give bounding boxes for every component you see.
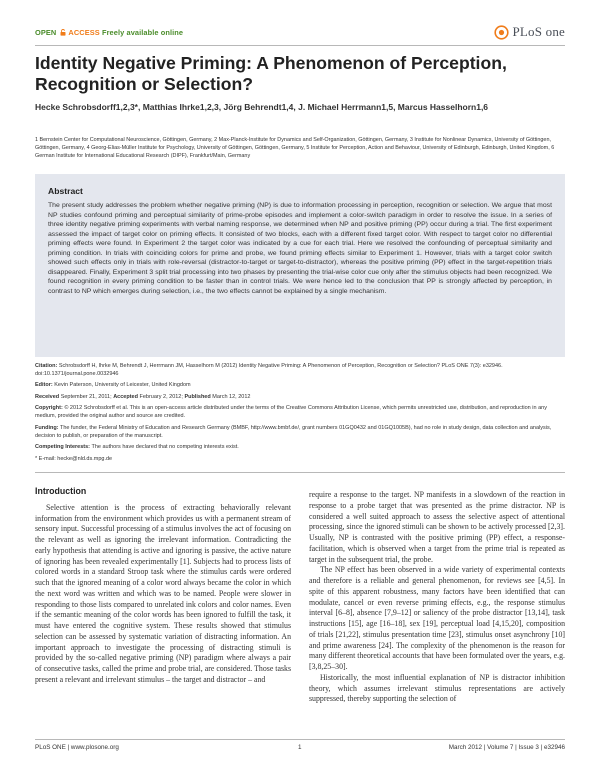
- article-metadata: [35, 363, 565, 467]
- intro-paragraph-1: Selective attention is the process of extracting behaviorally relevant information from the environment which provides us with a permanent stream of sensory input. Successful processing of a stimulus involves the act of focusing on the relevant as well as ignoring the irrelevant information. Contradicting the early hypothesis that attending is active and ignoring is passive, the active nature of ignoring has been revealed experimentally [1]. Subjects had to process lists of colored words in a standard Stroop task where the stimulus cards were ordered such that the ignored meaning of a color word always became the color in which the next word was written and which was to be named. People were slower in responding to those lists compared to unrelated ink colors and color names. Even if the semantic meaning of the color words has been ignored to fulfill the task, it must have entered the cognitive system. These results showed that stimulus selection can be assessed by systematic variation of distracting information. An important approach to investigate the processing of distracting stimuli is provided by the so-called negative priming (NP) paradigm where always a pair of consecutive tasks, called the prime and probe trial, are considered. Those tasks present a relevant and irrelevant stimulus – the target and distractor – and: [35, 502, 291, 684]
- page-footer: [35, 744, 565, 756]
- journal-brand: PLoS one: [512, 24, 565, 39]
- journal-header: [35, 22, 565, 44]
- left-column: [35, 486, 291, 686]
- header-divider: [35, 45, 565, 46]
- competing-text: The authors have declared that no competing interests exist.: [91, 444, 239, 451]
- funding-label: Funding:: [35, 424, 59, 431]
- copyright-label: Copyright:: [35, 405, 63, 412]
- metadata-divider: [35, 472, 565, 473]
- article-title: Identity Negative Priming: A Phenomenon of Perception, Recognition or Selection?: [35, 53, 507, 94]
- received-date: September 21, 2011;: [60, 393, 112, 400]
- citation: [35, 363, 565, 379]
- citation-text: Schrobsdorff H, Ihrke M, Behrendt J, Herrmann JM, Hasselhorn M (2012) Identity Negative Priming: A Phenomenon of Perception, Recognition or Selection? PLoS ONE 7(3): e32946. doi:10.1371/journal.pone.0032946: [35, 363, 503, 377]
- copyright-text: © 2012 Schrobsdorff et al. This is an open-access article distributed under the terms of the Creative Commons Attribution License, which permits unrestricted use, distribution, and reproduction in any medium, provided the original author and source are credited.: [35, 405, 547, 420]
- competing-interests: [35, 444, 565, 452]
- published-date: March 12, 2012: [212, 393, 251, 400]
- accepted-date: February 2, 2012;: [139, 393, 183, 400]
- published-label: Published: [184, 393, 211, 400]
- open-label: OPEN: [35, 28, 57, 37]
- journal-logo: [494, 22, 565, 42]
- right-column: [309, 490, 565, 705]
- plos-logo-icon: [494, 25, 509, 40]
- received-label: Received: [35, 393, 60, 400]
- competing-label: Competing Interests:: [35, 444, 91, 451]
- abstract-text: The present study addresses the problem whether negative priming (NP) is due to information processing in perception, recognition or selection. We argue that most NP studies confound priming and perceptual similarity of prime-probe episodes and implement a color-switch paradigm in order to resolve the issue. In a series of three identity negative priming experiments with verbal naming response, we determined when NP and positive priming (PP) occur during a trial. The first experiment assessed the impact of target color on priming effects. It consisted of two blocks, each with a different fixed target color. With respect to target color no differential priming effects were found. In Experiment 2 the target color was indicated by a cue for each trial. Here we resolved the confounding of perceptual similarity and priming condition. In trials with coinciding colors for prime and probe, we found priming effects similar to Experiment 1. However, trials with a target color switch showed such effects only in trials with role-reversal (distractor-to-target or target-to-distractor), whereas the positive priming (PP) effect in the target-repetition trials disappeared. Finally, Experiment 3 split trial processing into two phases by presenting the trial-wise color cue only after the stimulus objects had been recognized. We found recognition in every priming condition to be faster than in control trials. We were hence led to the conclusion that PP is strongly affected by perception, in contrast to NP which emerges during selection, i.e., the two effects cannot be explained by a single mechanism.: [48, 202, 552, 295]
- abstract-heading: Abstract: [48, 186, 83, 196]
- open-access-label: [35, 28, 183, 37]
- open-lock-icon: [60, 29, 66, 36]
- funding: [35, 425, 565, 441]
- abstract-box: [35, 174, 565, 357]
- footer-divider: [35, 739, 565, 740]
- page-number: 1: [298, 744, 302, 751]
- intro-paragraph-3: Historically, the most influential explanation of NP is distractor inhibition theory, which assumes irrelevant stimulus representations are actively suppressed, thereby supporting the selection of: [309, 672, 565, 704]
- funding-text: The funder, the Federal Ministry of Education and Research Germany (BMBF, http://www.bmbf.de/, grant numbers 01GQ0432 and 01GQ1005B), had no role in study design, data collection and analysis, decision to publish, or preparation of the manuscript.: [35, 424, 552, 439]
- editor-label: Editor:: [35, 382, 53, 389]
- introduction-heading: Introduction: [35, 486, 87, 496]
- author-list: Hecke Schrobsdorff1,2,3*, Matthias Ihrke1,2,3, Jörg Behrendt1,4, J. Michael Herrmann1,5, Marcus Hasselhorn1,6: [35, 102, 489, 112]
- intro-paragraph-2: The NP effect has been observed in a wide variety of experimental contexts and therefore is a reliable and general phenomenon, for reviews see [4,5]. In spite of this apparent robustness, many factors have been identified that can modulate, cancel or even reverse priming effects, e.g., the response stimulus interval [6–8], absence [7,9–12] or saliency of the probe distractor [13,14], task instructions [15], age [16–18], sex [19], perceptual load [4,15,20], composition of trials [21,22], stimulus presentation time [23], stimulus onset asynchrony [10] and prime awareness [24]. The complexity of the phenomenon is the reason for many different theoretical accounts that have been formulated over the years, e.g. [3,8,25–30].: [309, 565, 565, 671]
- dates: [35, 394, 565, 402]
- affiliations: 1 Bernstein Center for Computational Neuroscience, Göttingen, Germany, 2 Max-Planck-Institute for Dynamics and Self-Organization, Göttingen, Germany, 3 Institute for Nonlinear Dynamics, University of Göttingen, Göttingen, Germany, 4 Georg-Elias-Müller Institute for Psychology, University of Göttingen, Göttingen, Germany, 5 Institute for Perception, Action and Behaviour, University of Edinburgh, Edinburgh, United Kingdom, 6 German Institute for International Educational Research (DIPF), Frankfurt/Main, Germany: [35, 137, 555, 160]
- footer-issue: March 2012 | Volume 7 | Issue 3 | e32946: [448, 744, 565, 751]
- editor-text: Kevin Paterson, University of Leicester, United Kingdom: [54, 382, 191, 389]
- email: * E-mail: hecke@nld.ds.mpg.de: [35, 455, 113, 462]
- editor: [35, 382, 565, 390]
- citation-label: Citation:: [35, 363, 58, 369]
- copyright: [35, 405, 565, 421]
- intro-paragraph-continued: require a response to the target. NP manifests in a slowdown of the reaction in response to a probe target that was presented as the prime distractor. NP is considered a well suited approach to assess the selective aspect of attentional processing, since the ignored stimuli can be shown to be actively processed [2,3]. Usually, NP is contrasted with the positive priming (PP) effect, a response-facilitation, which is observed when a target from the prime trial is repeated as target in the subsequent trial, the probe.: [309, 490, 565, 564]
- freely-available-label: Freely available online: [101, 28, 184, 37]
- access-label: ACCESS: [68, 28, 100, 37]
- footer-journal: PLoS ONE | www.plosone.org: [35, 744, 119, 751]
- accepted-label: Accepted: [113, 393, 138, 400]
